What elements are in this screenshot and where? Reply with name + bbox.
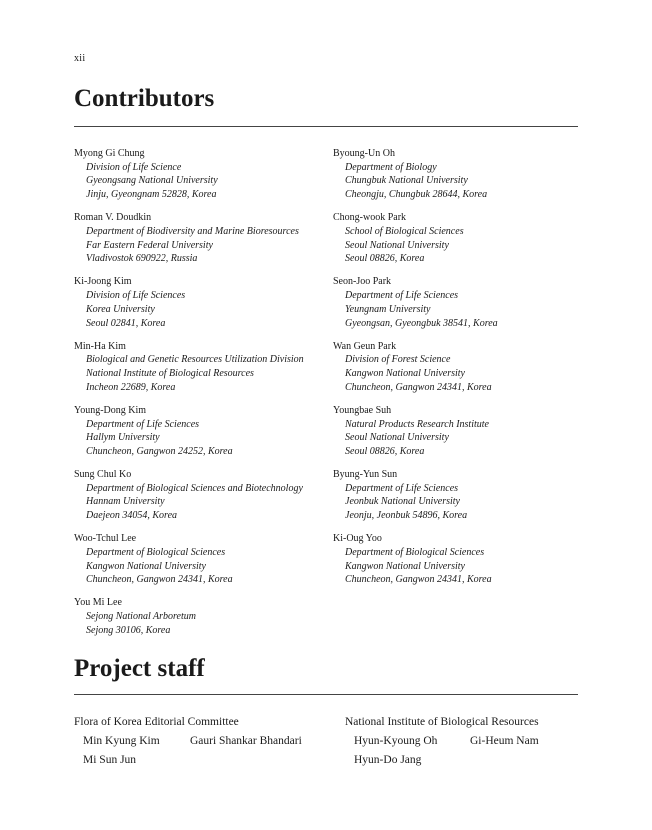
contributor-affiliation-line: Department of Life Sciences: [86, 418, 200, 430]
contributor-name: Youngbae Suh: [333, 404, 392, 416]
contributor-affiliation-line: Gyeongsang National University: [86, 175, 218, 187]
staff-member-name: Gauri Shankar Bhandari: [190, 735, 302, 747]
contributor-name: Chong-wook Park: [333, 212, 407, 224]
contributors-heading: Contributors: [74, 85, 215, 112]
staff-group-editorial-committee: [74, 713, 302, 770]
contributor-affiliation-line: Jinju, Gyeongnam 52828, Korea: [86, 189, 217, 201]
contributor-affiliation-line: Chuncheon, Gangwon 24341, Korea: [345, 574, 492, 586]
staff-member-name: Min Kyung Kim: [83, 735, 160, 747]
contributor-name: Myong Gi Chung: [74, 148, 145, 159]
contributor-affiliation-line: Hallym University: [86, 432, 160, 444]
contributor-entry: [74, 340, 334, 395]
staff-row: [345, 732, 539, 751]
page-number: xii: [74, 53, 86, 64]
staff-member-name: Mi Sun Jun: [83, 754, 137, 766]
contributor-name: Ki-Oug Yoo: [333, 533, 382, 545]
contributor-affiliation-line: Seoul 02841, Korea: [86, 317, 166, 329]
contributor-affiliation-line: Seoul 08826, Korea: [345, 253, 425, 265]
contributor-name: Byoung-Un Oh: [333, 148, 395, 159]
contributor-affiliation-line: Department of Biological Sciences: [86, 546, 226, 558]
contributor-entry: [333, 147, 593, 202]
contributor-entry: [74, 404, 334, 459]
contributor-affiliation-line: Division of Life Sciences: [86, 290, 186, 302]
contributor-affiliation-line: Far Eastern Federal University: [86, 239, 213, 251]
contributor-name: Roman V. Doudkin: [74, 212, 152, 224]
contributor-entry: [74, 275, 334, 330]
staff-row: [345, 751, 539, 770]
contributor-name: Sung Chul Ko: [74, 469, 132, 481]
contributors-left-column: [74, 147, 334, 647]
staff-member-name: Hyun-Kyoung Oh: [354, 735, 438, 747]
contributor-affiliation-line: Jeonbuk National University: [345, 496, 460, 508]
contributor-name: Min-Ha Kim: [74, 340, 126, 352]
contributor-affiliation-line: Jeonju, Jeonbuk 54896, Korea: [345, 510, 468, 522]
contributor-name: Byung-Yun Sun: [333, 469, 398, 481]
contributor-name: Woo-Tchul Lee: [74, 533, 137, 545]
staff-row: [74, 732, 302, 751]
contributor-affiliation-line: Department of Life Sciences: [345, 290, 459, 302]
contributor-name: Wan Geun Park: [333, 340, 397, 352]
contributor-name: You Mi Lee: [74, 597, 122, 609]
contributor-affiliation-line: Chungbuk National University: [345, 175, 468, 187]
contributor-affiliation-line: Kangwon National University: [345, 560, 465, 572]
contributor-affiliation-line: Seoul 08826, Korea: [345, 445, 425, 457]
project-staff-divider: [74, 694, 578, 695]
contributor-affiliation-line: Kangwon National University: [345, 368, 465, 380]
contributor-name: Young-Dong Kim: [74, 404, 147, 416]
contributor-affiliation-line: National Institute of Biological Resources: [86, 368, 254, 380]
contributor-name: Ki-Joong Kim: [74, 276, 132, 288]
contributors-right-column: [333, 147, 593, 596]
contributor-name: Seon-Joo Park: [333, 276, 392, 288]
contributor-affiliation-line: Sejong 30106, Korea: [86, 624, 171, 636]
contributor-affiliation-line: Gyeongsan, Gyeongbuk 38541, Korea: [345, 317, 498, 329]
contributor-affiliation-line: Department of Biology: [345, 161, 437, 173]
contributor-affiliation-line: Biological and Genetic Resources Utilization Division: [86, 354, 304, 366]
contributor-affiliation-line: Seoul National University: [345, 239, 449, 251]
contributor-entry: [333, 468, 593, 523]
contributor-entry: [74, 147, 334, 202]
contributor-affiliation-line: Cheongju, Chungbuk 28644, Korea: [345, 189, 488, 201]
contributor-affiliation-line: Department of Biological Sciences: [345, 546, 485, 558]
contributor-entry: [333, 211, 593, 266]
contributors-divider: [74, 126, 578, 127]
staff-group-heading: National Institute of Biological Resources: [345, 716, 539, 728]
contributor-affiliation-line: Chuncheon, Gangwon 24252, Korea: [86, 445, 233, 457]
contributor-affiliation-line: Yeungnam University: [345, 303, 431, 315]
contributor-affiliation-line: Hannam University: [86, 496, 165, 508]
contributor-entry: [333, 532, 593, 587]
contributor-affiliation-line: Department of Biological Sciences and Biotechnology: [86, 482, 303, 494]
contributor-affiliation-line: Department of Biodiversity and Marine Bioresources: [86, 225, 299, 237]
contributor-affiliation-line: Incheon 22689, Korea: [86, 381, 176, 393]
contributor-affiliation-line: Chuncheon, Gangwon 24341, Korea: [345, 381, 492, 393]
contributor-affiliation-line: Daejeon 34054, Korea: [86, 510, 178, 522]
contributor-affiliation-line: Division of Forest Science: [345, 354, 451, 366]
contributor-affiliation-line: Vladivostok 690922, Russia: [86, 253, 198, 265]
contributor-entry: [74, 596, 334, 637]
staff-member-name: Gi-Heum Nam: [470, 735, 539, 747]
contributor-affiliation-line: Chuncheon, Gangwon 24341, Korea: [86, 574, 233, 586]
contributor-affiliation-line: Natural Products Research Institute: [345, 418, 489, 430]
contributor-entry: [74, 211, 334, 266]
staff-row: [74, 751, 239, 770]
staff-group-nibr: [345, 713, 539, 770]
contributor-affiliation-line: Kangwon National University: [86, 560, 206, 572]
project-staff-heading: Project staff: [74, 655, 205, 682]
contributor-affiliation-line: School of Biological Sciences: [345, 225, 464, 237]
contributor-affiliation-line: Sejong National Arboretum: [86, 611, 196, 623]
contributor-entry: [74, 532, 334, 587]
contributor-affiliation-line: Division of Life Science: [86, 161, 182, 173]
staff-group-heading: Flora of Korea Editorial Committee: [74, 716, 239, 728]
contributor-affiliation-line: Seoul National University: [345, 432, 449, 444]
contributor-affiliation-line: Korea University: [86, 303, 155, 315]
contributor-entry: [333, 340, 593, 395]
contributor-entry: [74, 468, 334, 523]
contributor-entry: [333, 275, 593, 330]
contributor-affiliation-line: Department of Life Sciences: [345, 482, 459, 494]
contributor-entry: [333, 404, 593, 459]
staff-member-name: Hyun-Do Jang: [354, 754, 422, 766]
